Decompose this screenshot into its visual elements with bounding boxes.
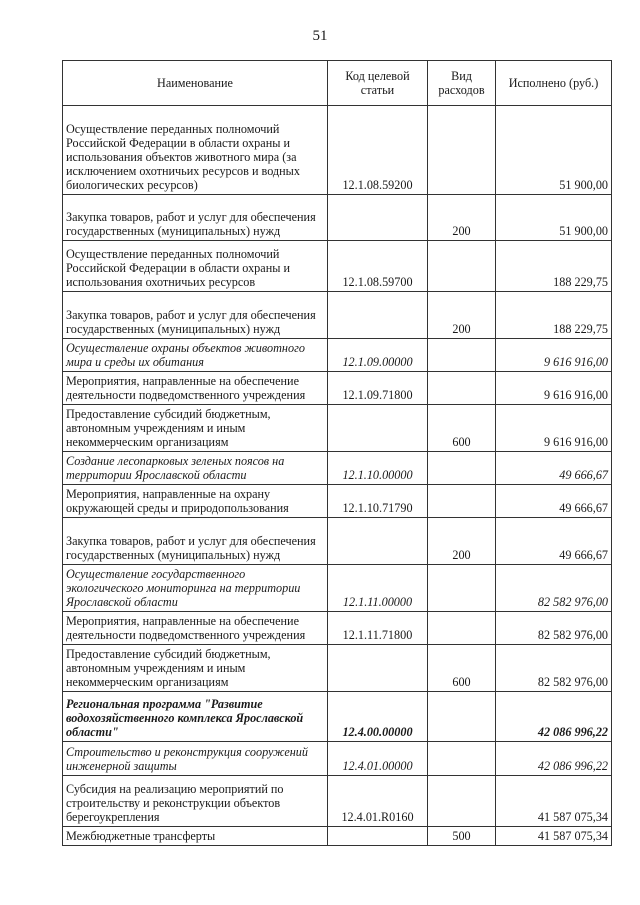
table-row (63, 241, 612, 292)
row-type (428, 241, 496, 292)
table-row (63, 776, 612, 827)
row-amount: 51 900,00 (496, 195, 612, 241)
row-amount: 49 666,67 (496, 518, 612, 565)
row-code (328, 827, 428, 846)
row-amount: 9 616 916,00 (496, 372, 612, 405)
row-code: 12.1.08.59700 (328, 241, 428, 292)
row-code: 12.1.11.00000 (328, 565, 428, 612)
table-row (63, 372, 612, 405)
row-code: 12.1.08.59200 (328, 106, 428, 195)
row-amount: 82 582 976,00 (496, 645, 612, 692)
row-code (328, 195, 428, 241)
table-row (63, 195, 612, 241)
row-name: Осуществление переданных полномочий Российской Федерации в области охраны и использования объектов животного мира (за исключением охотничьих ресурсов и водных биологических ресурсов) (63, 106, 328, 195)
table-row (63, 339, 612, 372)
row-name: Мероприятия, направленные на обеспечение деятельности подведомственного учреждения (63, 612, 328, 645)
page-number: 51 (312, 28, 328, 44)
row-code: 12.1.10.00000 (328, 452, 428, 485)
row-type: 600 (428, 645, 496, 692)
row-type (428, 742, 496, 776)
header-code: Код целевой статьи (328, 61, 428, 106)
row-code: 12.1.11.71800 (328, 612, 428, 645)
row-code: 12.1.09.71800 (328, 372, 428, 405)
row-name: Межбюджетные трансферты (63, 827, 328, 846)
row-amount: 49 666,67 (496, 485, 612, 518)
header-name: Наименование (63, 61, 328, 106)
row-type: 200 (428, 292, 496, 339)
row-name: Осуществление переданных полномочий Российской Федерации в области охраны и использования охотничьих ресурсов (63, 241, 328, 292)
row-name: Субсидия на реализацию мероприятий по строительству и реконструкции объектов берегоукрепления (63, 776, 328, 827)
row-type: 600 (428, 405, 496, 452)
row-type: 500 (428, 827, 496, 846)
row-type: 200 (428, 518, 496, 565)
row-amount: 49 666,67 (496, 452, 612, 485)
row-type (428, 485, 496, 518)
row-amount: 82 582 976,00 (496, 565, 612, 612)
row-amount: 9 616 916,00 (496, 339, 612, 372)
budget-table (62, 60, 612, 846)
table-row (63, 405, 612, 452)
row-amount: 188 229,75 (496, 241, 612, 292)
table-row (63, 452, 612, 485)
header-amount: Исполнено (руб.) (496, 61, 612, 106)
row-code (328, 518, 428, 565)
row-type (428, 612, 496, 645)
row-amount: 42 086 996,22 (496, 692, 612, 742)
row-amount: 82 582 976,00 (496, 612, 612, 645)
row-name: Закупка товаров, работ и услуг для обеспечения государственных (муниципальных) нужд (63, 518, 328, 565)
row-amount: 41 587 075,34 (496, 827, 612, 846)
row-name: Осуществление государственного экологического мониторинга на территории Ярославской области (63, 565, 328, 612)
row-type (428, 372, 496, 405)
row-name: Предоставление субсидий бюджетным, автономным учреждениям и иным некоммерческим организациям (63, 645, 328, 692)
row-type (428, 692, 496, 742)
row-code (328, 405, 428, 452)
header-type: Вид расходов (428, 61, 496, 106)
row-name: Закупка товаров, работ и услуг для обеспечения государственных (муниципальных) нужд (63, 195, 328, 241)
row-type (428, 339, 496, 372)
row-name: Мероприятия, направленные на охрану окружающей среды и природопользования (63, 485, 328, 518)
table-row (63, 645, 612, 692)
table-row (63, 612, 612, 645)
row-amount: 9 616 916,00 (496, 405, 612, 452)
row-name: Предоставление субсидий бюджетным, автономным учреждениям и иным некоммерческим организациям (63, 405, 328, 452)
row-name: Мероприятия, направленные на обеспечение деятельности подведомственного учреждения (63, 372, 328, 405)
row-code (328, 645, 428, 692)
table-row (63, 827, 612, 846)
row-name: Закупка товаров, работ и услуг для обеспечения государственных (муниципальных) нужд (63, 292, 328, 339)
table-row (63, 742, 612, 776)
row-type (428, 452, 496, 485)
row-code: 12.1.10.71790 (328, 485, 428, 518)
row-amount: 51 900,00 (496, 106, 612, 195)
table-row (63, 565, 612, 612)
row-code (328, 292, 428, 339)
row-name: Строительство и реконструкция сооружений инженерной защиты (63, 742, 328, 776)
table-header-row (63, 61, 612, 106)
row-code: 12.1.09.00000 (328, 339, 428, 372)
table-row (63, 106, 612, 195)
row-type (428, 565, 496, 612)
row-amount: 42 086 996,22 (496, 742, 612, 776)
row-type (428, 106, 496, 195)
row-code: 12.4.00.00000 (328, 692, 428, 742)
table-body (63, 106, 612, 846)
row-name: Региональная программа "Развитие водохозяйственного комплекса Ярославской области" (63, 692, 328, 742)
row-code: 12.4.01.00000 (328, 742, 428, 776)
row-name: Создание лесопарковых зеленых поясов на территории Ярославской области (63, 452, 328, 485)
row-amount: 41 587 075,34 (496, 776, 612, 827)
row-code: 12.4.01.R0160 (328, 776, 428, 827)
table-row (63, 485, 612, 518)
table-row (63, 692, 612, 742)
table-row (63, 518, 612, 565)
row-name: Осуществление охраны объектов животного мира и среды их обитания (63, 339, 328, 372)
row-type (428, 776, 496, 827)
row-amount: 188 229,75 (496, 292, 612, 339)
table-row (63, 292, 612, 339)
row-type: 200 (428, 195, 496, 241)
